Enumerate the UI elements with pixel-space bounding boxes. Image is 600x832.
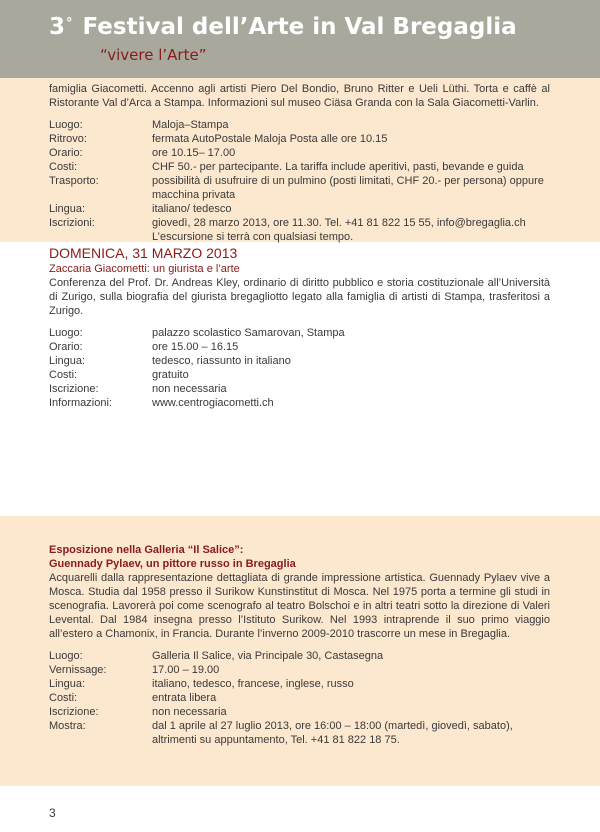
conference-info-table (49, 326, 550, 410)
info-row (49, 677, 550, 691)
info-value: italiano, tedesco, francese, inglese, russo (152, 678, 354, 690)
info-value: possibilità di usufruire di un pulmino (posti limitati, CHF 20.- per persona) oppure macchina privata (152, 175, 544, 201)
title-number: 3 (49, 14, 66, 40)
excursion-info-table (49, 118, 550, 244)
info-value: non necessaria (152, 383, 227, 395)
info-value: dal 1 aprile al 27 luglio 2013, ore 16:00 – 18:00 (martedì, giovedì, sabato), altrimenti su appuntamento, Tel. +41 81 822 18 75. (152, 720, 513, 746)
info-label (49, 230, 152, 244)
info-value: Galleria Il Salice, via Principale 30, Castasegna (152, 650, 384, 662)
conference-date: DOMENICA, 31 MARZO 2013 (49, 245, 238, 261)
info-value: palazzo scolastico Samarovan, Stampa (152, 327, 345, 339)
info-row (49, 649, 550, 663)
exhibition-artist-heading: Guennady Pylaev, un pittore russo in Bregaglia (49, 558, 296, 570)
info-row (49, 216, 550, 230)
exhibition-heading: Esposizione nella Galleria “Il Salice”: (49, 544, 244, 556)
info-row (49, 118, 550, 132)
conference-section (49, 245, 550, 410)
info-row (49, 132, 550, 146)
info-value: 17.00 – 19.00 (152, 664, 220, 676)
info-value: giovedì, 28 marzo 2013, ore 11.30. Tel. +41 81 822 15 55, info@bregaglia.ch (152, 217, 526, 229)
info-row (49, 368, 550, 382)
info-row (49, 160, 550, 174)
info-row (49, 230, 550, 244)
info-label: Costi: (49, 692, 78, 704)
title-text: Festival dell’Arte in Val Bregaglia (82, 14, 517, 40)
info-label: Iscrizioni: (49, 217, 95, 229)
page-header (0, 0, 600, 78)
info-label: Orario: (49, 147, 83, 159)
info-label: Vernissage: (49, 664, 107, 676)
info-label: Costi: (49, 369, 78, 381)
conference-subtitle: Zaccaria Giacometti: un giurista e l’arte (49, 263, 240, 275)
info-row (49, 340, 550, 354)
info-row (49, 354, 550, 368)
info-value: Maloja–Stampa (152, 119, 229, 131)
info-row (49, 719, 550, 747)
info-value: non necessaria (152, 706, 227, 718)
info-label: Orario: (49, 341, 83, 353)
info-row (49, 202, 550, 216)
info-label: Lingua: (49, 355, 86, 367)
info-value: ore 15.00 – 16.15 (152, 341, 239, 353)
info-row (49, 146, 550, 160)
info-row (49, 663, 550, 677)
info-value: entrata libera (152, 692, 217, 704)
festival-title (49, 14, 517, 40)
info-label: Luogo: (49, 119, 83, 131)
exhibition-description: Acquarelli dalla rappresentazione dettagliata di grande impressione artistica. Guennady Pylaev vive a Mosca. Studia dal 1958 presso il Surikow Kunstinstitut di Mosca. Nel 1975 porta a termine gli studi in scenografia. Lavorerà poi come scenografo al teatro Bolschoi e in altri teatri sotto la direzione di Valeri Levental. Dal 1984 insegna presso l’Istituto Surikow. Nel 1993 intraprende il suo primo viaggio all’estero a Chamonix, in Francia. Durante l’inverno 2009-2010 trascorre un mese in Bregaglia. (49, 572, 550, 640)
info-row (49, 691, 550, 705)
info-label: Trasporto: (49, 175, 99, 187)
excursion-intro: famiglia Giacometti. Accenno agli artisti Piero Del Bondio, Bruno Ritter e Ueli Lüthi. Torta e caffè al Ristorante Val d’Arca a Stampa. Informazioni sul museo Ciäsa Granda con la Sala Giacometti-Varlin. (49, 83, 550, 109)
info-value: L’escursione si terrà con qualsiasi tempo. (152, 231, 354, 243)
info-label: Luogo: (49, 327, 83, 339)
info-label: Iscrizione: (49, 706, 99, 718)
exhibition-info-table (49, 649, 550, 747)
info-value: www.centrogiacometti.ch (152, 397, 274, 409)
info-value: gratuito (152, 369, 189, 381)
info-row (49, 326, 550, 340)
info-value: ore 10.15– 17.00 (152, 147, 236, 159)
info-row (49, 382, 550, 396)
excursion-section (49, 82, 550, 244)
info-row (49, 174, 550, 202)
conference-description: Conferenza del Prof. Dr. Andreas Kley, ordinario di diritto pubblico e storia costituzionale all’Università di Zurigo, sulla biografia del giurista bregagliotto legato alla famiglia di artisti di Stampa, trasferitosi a Zurigo. (49, 277, 550, 317)
info-label: Luogo: (49, 650, 83, 662)
page-number: 3 (49, 806, 56, 820)
info-label: Costi: (49, 161, 78, 173)
info-label: Ritrovo: (49, 133, 87, 145)
info-label: Mostra: (49, 720, 86, 732)
info-row (49, 396, 550, 410)
info-value: fermata AutoPostale Maloja Posta alle ore 10.15 (152, 133, 388, 145)
info-label: Lingua: (49, 203, 86, 215)
info-value: CHF 50.- per partecipante. La tariffa include aperitivi, pasti, bevande e guida (152, 161, 524, 173)
info-label: Iscrizione: (49, 383, 99, 395)
info-row (49, 705, 550, 719)
info-label: Informazioni: (49, 397, 112, 409)
exhibition-section (49, 543, 550, 747)
title-degree: ° (66, 16, 73, 31)
info-label: Lingua: (49, 678, 86, 690)
info-value: italiano/ tedesco (152, 203, 232, 215)
info-value: tedesco, riassunto in italiano (152, 355, 291, 367)
festival-subtitle: “vivere l’Arte” (100, 46, 207, 64)
